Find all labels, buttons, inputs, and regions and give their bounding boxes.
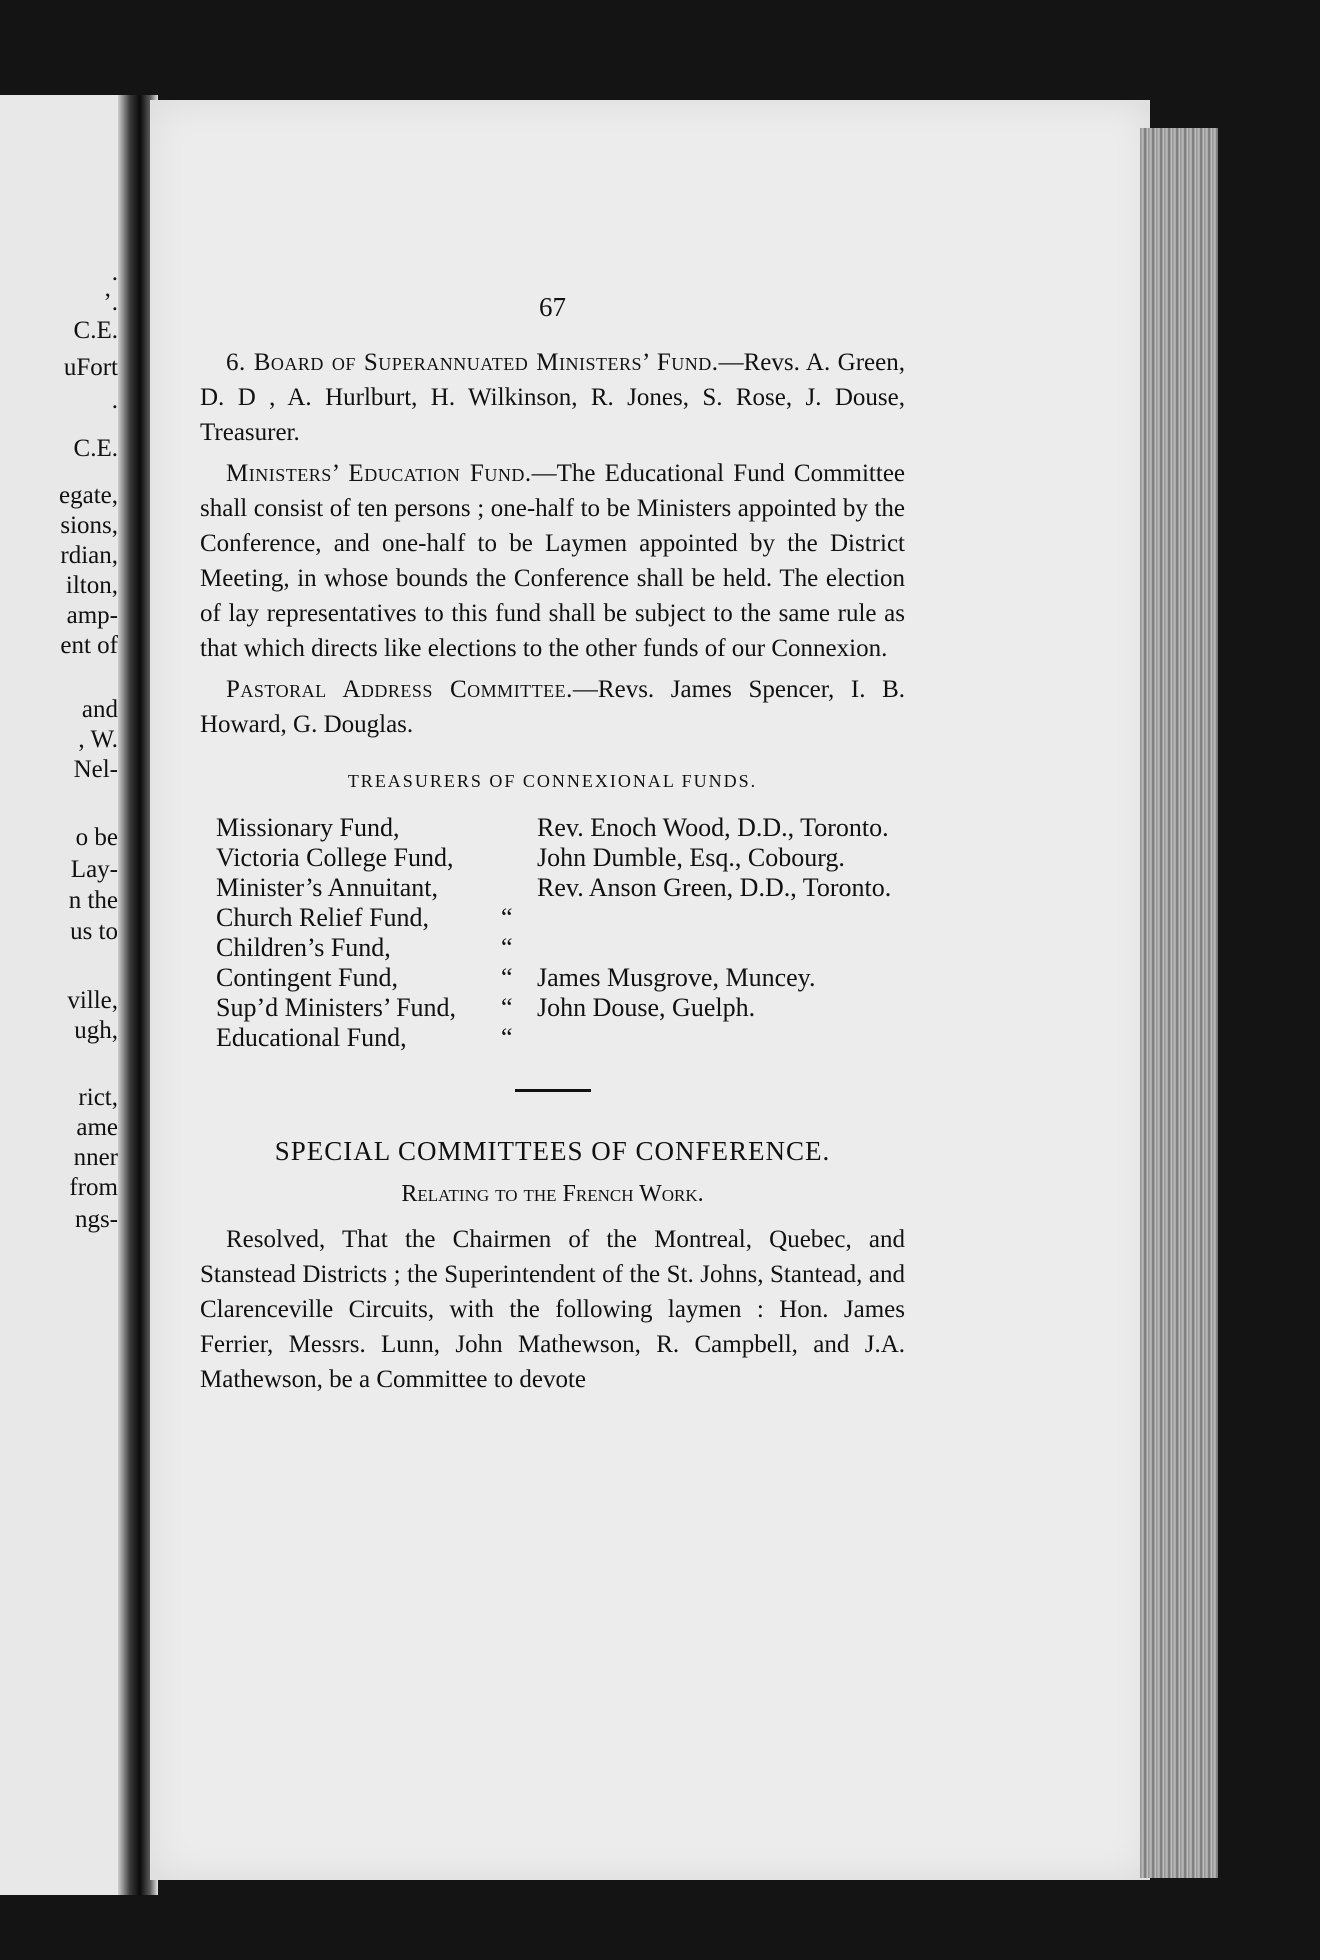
facing-page-fragment: uFort [63,354,118,381]
section-divider [515,1089,591,1092]
facing-page-fragment: n the [68,887,118,914]
treasurer-name: John Douse, Guelph. [537,993,756,1022]
fund-name: Sup’d Ministers’ Fund, [216,993,457,1022]
education-fund-paragraph [200,456,905,666]
treasurer-name: John Dumble, Esq., Cobourg. [537,843,845,872]
facing-page-fragment: Nel- [73,756,118,783]
treasurer-name: Rev. Anson Green, D.D., Toronto. [537,873,892,902]
facing-page-fragment: ville, [67,987,118,1014]
superannuated-fund-heading: 6. Board of Superannuated Ministers’ Fund. [226,349,719,376]
treasurer-name [537,903,891,933]
facing-page-left [0,95,128,1895]
treasurer-name: Rev. Enoch Wood, D.D., Toronto. [537,813,889,842]
facing-page-fragment: egate, [59,482,118,509]
facing-page-fragment: ame [76,1114,118,1141]
french-work-subtitle: Relating to the French Work. [401,1181,704,1207]
facing-page-fragment: ngs- [74,1206,118,1233]
page-number: 67 [539,292,566,322]
treasurer-name [537,1023,891,1053]
ditto-mark: “ [501,1023,513,1052]
treasurers-table [216,813,891,1053]
ditto-mark: “ [501,903,513,932]
table-row [216,963,891,993]
fund-name: Victoria College Fund, [216,843,454,872]
facing-page-fragment: ’. [103,289,118,316]
facing-page-fragment: C.E. [73,435,118,462]
facing-page-fragment: and [81,696,118,723]
facing-page-fragment: rdian, [60,542,118,569]
ditto-mark: “ [501,933,513,962]
education-fund-body: —The Educational Fund Committee shall consist of ten persons ; one-half to be Ministers appointed by the Conference, and one-half to be Laymen appointed by the District Meeting, in whose bounds the Conference shall be held. The election of lay representatives to this fund shall be subject to the same rule as that which directs like elections to the other funds of our Connexion. [200,460,906,662]
facing-page-fragment: . [111,259,118,286]
facing-page-fragment: . [111,387,118,414]
facing-page-fragment: ugh, [74,1017,118,1044]
facing-page-fragment: rict, [78,1084,118,1111]
facing-page-fragment: o be [75,824,118,851]
treasurers-heading: TREASURERS OF CONNEXIONAL FUNDS. [347,771,758,791]
fund-name: Children’s Fund, [216,933,391,962]
fund-name: Minister’s Annuitant, [216,873,438,902]
table-row [216,813,891,843]
pastoral-address-paragraph [200,672,905,742]
facing-page-fragment: from [69,1174,118,1201]
table-row [216,873,891,903]
superannuated-fund-body: —Revs. A. Green, D. D , A. Hurlburt, H. Wilkinson, R. Jones, S. Rose, J. Douse, Treasurer. [200,349,906,446]
page-content [200,290,905,1403]
facing-page-fragment: Lay- [70,856,118,883]
table-row [216,1023,891,1053]
facing-page-fragment: sions, [60,512,118,539]
table-row [216,903,891,933]
facing-page-fragment: amp- [66,602,118,629]
facing-page-fragment: us to [70,918,118,945]
fund-name: Church Relief Fund, [216,903,430,932]
special-committees-title: SPECIAL COMMITTEES OF CONFERENCE. [274,1136,831,1166]
treasurer-name: James Musgrove, Muncey. [537,963,816,992]
facing-page-fragment: C.E. [73,317,118,344]
facing-page-fragment: , W. [78,726,118,753]
table-row [216,843,891,873]
pastoral-address-body: —Revs. James Spencer, I. B. Howard, G. Douglas. [200,676,905,738]
fund-name: Missionary Fund, [216,813,400,842]
facing-page-fragment: nner [73,1144,118,1171]
table-row [216,933,891,963]
superannuated-fund-paragraph [200,345,905,450]
resolution-paragraph: Resolved, That the Chairmen of the Montreal, Quebec, and Stanstead Districts ; the Superintendent of the St. Johns, Stantead, and Clarenceville Circuits, with the following laymen : Hon. James Ferrier, Messrs. Lunn, John Mathewson, R. Campbell, and J.A. Mathewson, be a Committee to devote [200,1226,905,1393]
table-row [216,993,891,1023]
facing-page-fragment: ent of [60,632,118,659]
ditto-mark [501,873,537,903]
ditto-mark: “ [501,963,513,992]
fund-name: Educational Fund, [216,1023,407,1052]
education-fund-heading: Ministers’ Education Fund. [226,460,532,487]
ditto-mark: “ [501,993,513,1022]
ditto-mark [501,843,537,873]
pastoral-address-heading: Pastoral Address Committee. [226,676,573,703]
ditto-mark [501,813,537,843]
facing-page-fragment: ilton, [65,572,118,599]
treasurer-name [537,933,891,963]
fund-name: Contingent Fund, [216,963,399,992]
page-edges [1140,128,1218,1878]
